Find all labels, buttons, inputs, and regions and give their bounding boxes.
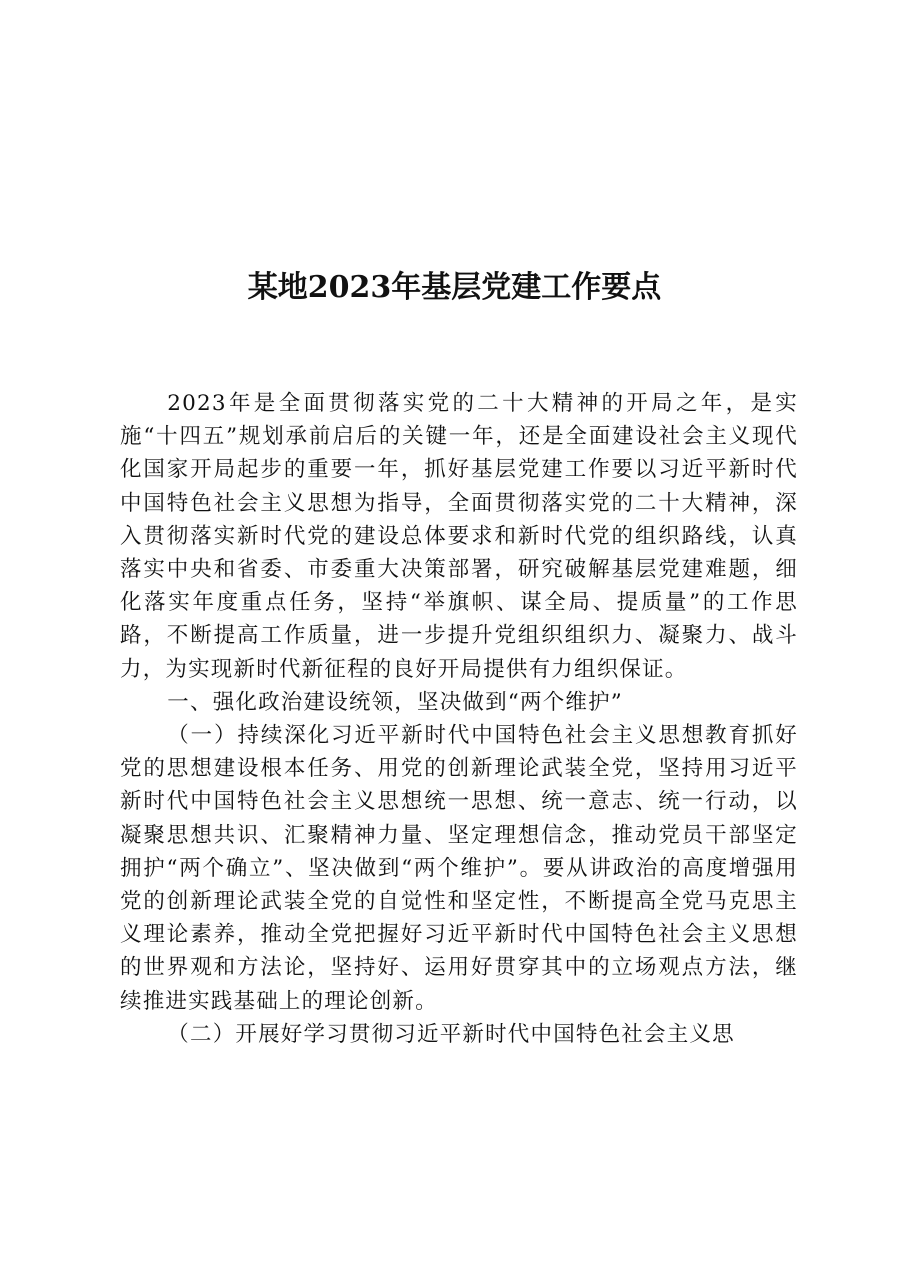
document-body	[120, 387, 798, 1051]
section-heading-1: 一、强化政治建设统领，坚决做到“两个维护”	[167, 689, 623, 715]
subsection-paragraph-1: （一）持续深化习近平新时代中国特色社会主义思想教育抓好党的思想建设根本任务、用党的创新理论武装全党，坚持用习近平新时代中国特色社会主义思想统一思想、统一意志、统一行动，以凝聚思想共识、汇聚精神力量、坚定理想信念，推动党员干部坚定拥护“两个确立”、坚决做到“两个维护”。要从讲政治的高度增强用党的创新理论武装全党的自觉性和坚定性，不断提高全党马克思主义理论素养，推动全党把握好习近平新时代中国特色社会主义思想的世界观和方法论，坚持好、运用好贯穿其中的立场观点方法，继续推进实践基础上的理论创新。	[120, 723, 798, 1014]
intro-paragraph: 2023年是全面贯彻落实党的二十大精神的开局之年，是实施“十四五”规划承前启后的关键一年，还是全面建设社会主义现代化国家开局起步的重要一年，抓好基层党建工作要以习近平新时代中国特色社会主义思想为指导，全面贯彻落实党的二十大精神，深入贯彻落实新时代党的建设总体要求和新时代党的组织路线，认真落实中央和省委、市委重大决策部署，研究破解基层党建难题，细化落实年度重点任务，坚持“举旗帜、谋全局、提质量”的工作思路，不断提高工作质量，进一步提升党组织组织力、凝聚力、战斗力，为实现新时代新征程的良好开局提供有力组织保证。	[120, 391, 798, 682]
subsection-paragraph-2: （二）开展好学习贯彻习近平新时代中国特色社会主义思	[167, 1021, 735, 1047]
document-title: 某地2023年基层党建工作要点	[247, 270, 662, 305]
